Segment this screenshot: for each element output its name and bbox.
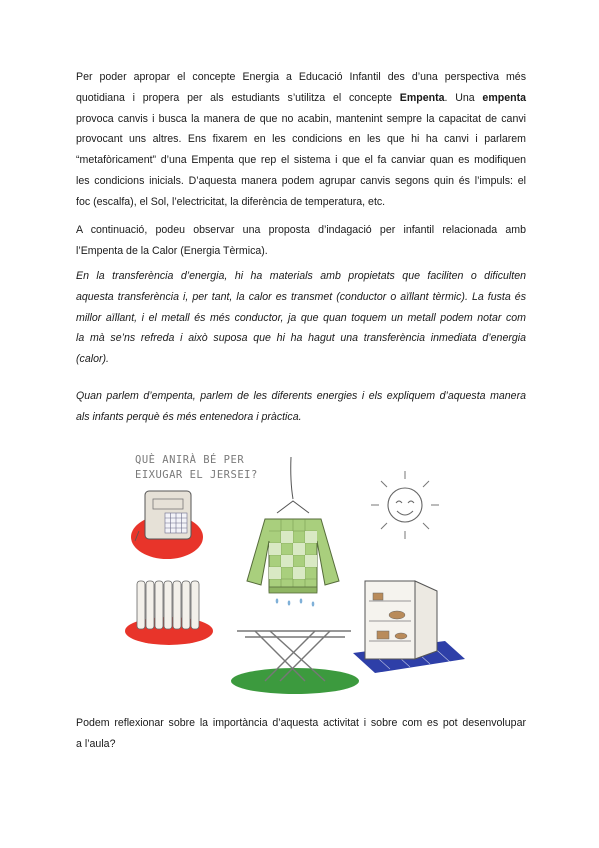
text-line: foc (escalfa), el Sol, l’electricitat, la diferència de temperatura, etc. bbox=[76, 195, 386, 208]
text-line: Podem reflexionar sobre la importància d’aquesta activitat i sobre com es pot desenvolupar bbox=[76, 717, 526, 729]
text-line: millor aïllant, i el metall és més conductor, ja que quan toquem un metall podem notar com bbox=[76, 311, 526, 324]
illustration-figure bbox=[125, 441, 470, 697]
text-line: Quan parlem d’empenta, parlem de les diferents energies i els expliquem d’aquesta manera bbox=[76, 390, 526, 402]
text-line bbox=[76, 88, 526, 109]
text-line: a l’aula? bbox=[76, 737, 116, 750]
text-run: . Una bbox=[444, 91, 483, 104]
paragraph-energy-transfer bbox=[76, 266, 526, 370]
text-line: “metafòricament” d’una Empenta que rep el sistema i que el fa canviar quan es modifiquen bbox=[76, 154, 526, 167]
bold-term: empenta bbox=[482, 91, 526, 104]
text-line: la mà se’ns refreda i això suposa que hi ha hagut una transferència inmediata d’energia bbox=[76, 332, 526, 345]
text-line: En la transferència d’energia, hi ha materials amb propietats que faciliten o dificulten bbox=[76, 270, 526, 282]
text-line: als infants perquè és més entenedora i pràctica. bbox=[76, 410, 302, 423]
text-line: (calor). bbox=[76, 353, 109, 366]
paragraph-empenta bbox=[76, 386, 526, 428]
paragraph-proposal bbox=[76, 220, 526, 262]
text-line: provoca canvis i busca la manera de que no acabin, mantenint sempre la capacitat de canvi bbox=[76, 112, 526, 125]
figure-caption-line-1: QUÈ ANIRÀ BÉ PER bbox=[135, 454, 245, 466]
text-line: l’Empenta de la Calor (Energia Tèrmica). bbox=[76, 244, 268, 257]
text-run: quotidiana i propera per als estudiants s’utilitza el concepte bbox=[76, 91, 400, 104]
figure-caption-line-2: EIXUGAR EL JERSEI? bbox=[135, 469, 258, 481]
paragraph-reflection bbox=[76, 713, 526, 755]
paragraph-intro bbox=[76, 67, 526, 213]
text-line: aquesta transferència i, per tant, la calor es transmet (conductor o aïllant tèrmic). La fusta és bbox=[76, 290, 526, 303]
text-line: provocant uns altres. Ens fixarem en les condicions en les que hi ha canvi i parlarem bbox=[76, 133, 526, 146]
bold-term: Empenta bbox=[399, 91, 445, 104]
text-line: les condicions inicials. D’aquesta manera podem agrupar canvis segons quin és l’impuls: el bbox=[76, 174, 526, 187]
text-line: A continuació, podeu observar una proposta d’indagació per infantil relacionada amb bbox=[76, 224, 526, 236]
text-line: Per poder apropar el concepte Energia a Educació Infantil des d’una perspectiva més bbox=[76, 71, 526, 83]
